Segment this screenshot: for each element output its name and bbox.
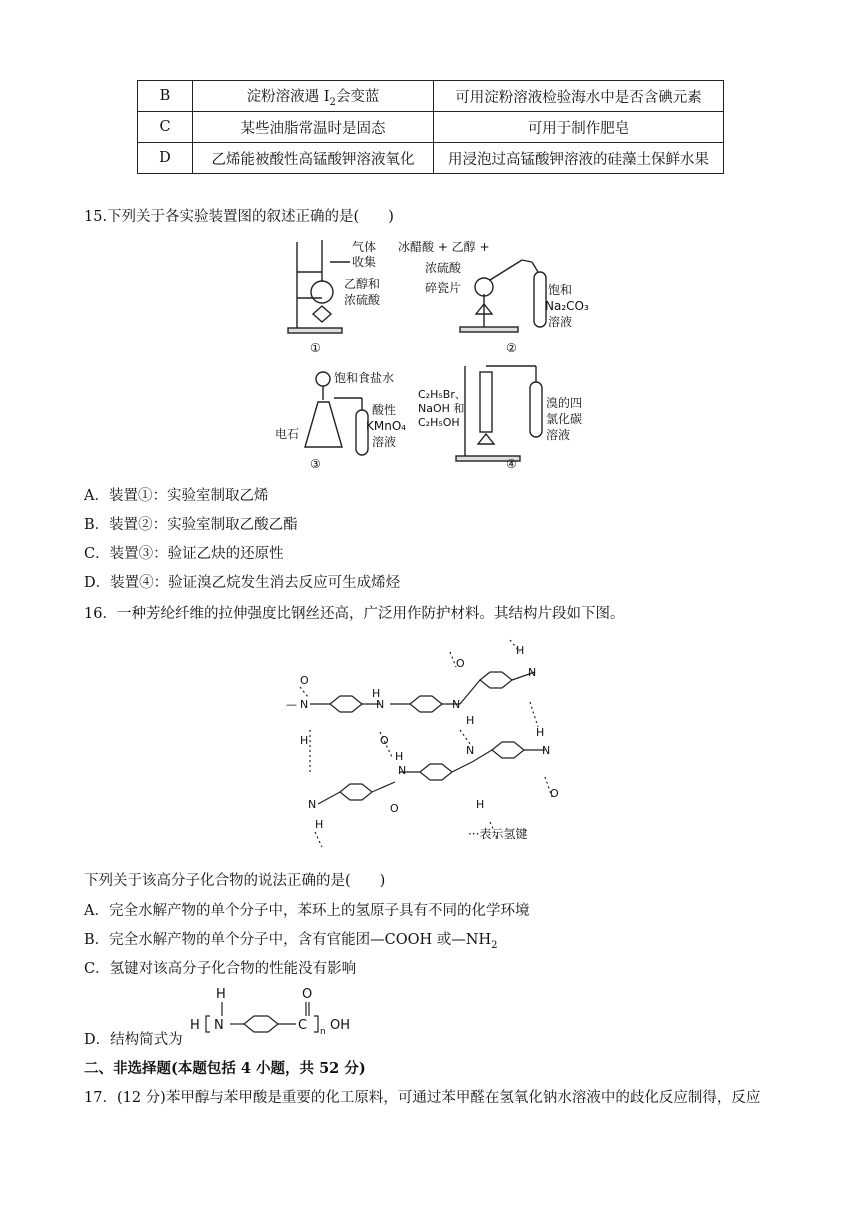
fig4-label2: NaOH 和 (418, 402, 465, 415)
table-row (138, 143, 724, 174)
q15-option-d: D．装置④：验证溴乙烷发生消去反应可生成烯烃 (84, 575, 401, 591)
formula-left-h: H (190, 1018, 200, 1033)
options-table (137, 80, 724, 174)
q16-option-c: C．氢键对该高分子化合物的性能没有影响 (84, 961, 357, 977)
q16-option-b: B．完全水解产物的单个分子中，含有官能团—COOH 或$—NH_2$ (84, 932, 498, 951)
fig2-label5: Na₂CO₃ (545, 299, 589, 313)
svg-text:H: H (300, 734, 309, 747)
formula-sub-n: n (320, 1027, 326, 1037)
q17-stem: 17．(12 分)苯甲醇与苯甲酸是重要的化工原料，可通过苯甲醛在氢氧化钠水溶液中的歧化反应制得，反应 (84, 1090, 761, 1106)
svg-text:O: O (390, 802, 399, 815)
fig1-number: ① (310, 341, 321, 355)
q15-option-c: C．装置③：验证乙炔的还原性 (84, 546, 284, 562)
svg-text:O: O (550, 787, 559, 800)
svg-text:N: N (308, 798, 317, 811)
svg-text:H: H (395, 750, 404, 763)
svg-text:H: H (516, 644, 525, 657)
q16-option-d: D．结构简式为 (84, 1032, 183, 1048)
q16-stem: 16．一种芳纶纤维的拉伸强度比钢丝还高，广泛用作防护材料。其结构片段如下图。 (84, 606, 625, 622)
formula-n: N (214, 1018, 224, 1033)
svg-text:H: H (536, 726, 545, 739)
fig1-label2: 收集 (352, 255, 377, 269)
svg-text:H: H (466, 714, 475, 727)
row-key: D (138, 143, 193, 174)
row-application: 可用于制作肥皂 (434, 112, 724, 143)
row-key: C (138, 112, 193, 143)
fig2-label3: 碎瓷片 (425, 281, 462, 295)
fig3-label1: 饱和食盐水 (334, 371, 395, 385)
fig4-label3: C₂H₅OH (418, 416, 460, 429)
fig4-number: ④ (506, 457, 517, 471)
fig3-label3: KMnO₄ (366, 419, 407, 433)
q15-apparatus-figure (270, 232, 610, 472)
svg-text:N: N (466, 744, 475, 757)
svg-text:N: N (398, 764, 407, 777)
svg-text:N: N (542, 744, 551, 757)
fig2-number: ② (506, 341, 517, 355)
fig2-label2: 浓硫酸 (425, 261, 462, 275)
row-key: B (138, 81, 193, 112)
q15-option-b: B．装置②：实验室制取乙酸乙酯 (84, 517, 298, 533)
svg-text:N: N (528, 666, 537, 679)
q16-question: 下列关于该高分子化合物的说法正确的是( ) (84, 873, 386, 889)
hydrogen-bond-legend: ···表示氢键 (468, 827, 528, 841)
section-heading: 二、非选择题(本题包括 4 小题，共 52 分) (84, 1060, 366, 1077)
structural-formula (186, 982, 366, 1042)
row-fact: 某些油脂常温时是固态 (193, 112, 434, 143)
fig1-label4: 浓硫酸 (344, 293, 381, 307)
fig2-label4: 饱和 (548, 283, 573, 297)
fig4-label4: 溴的四 (546, 396, 583, 410)
fig1-label1: 气体 (352, 240, 377, 254)
formula-c: C (298, 1018, 308, 1033)
formula-top-h: H (216, 987, 226, 1002)
fig3-label4: 溶液 (372, 435, 397, 449)
table-row (138, 112, 724, 143)
q15-stem: 15.下列关于各实验装置图的叙述正确的是( ) (84, 209, 394, 225)
aramid-structure-figure (280, 632, 580, 857)
formula-top-o: O (302, 987, 313, 1002)
svg-text:N: N (376, 698, 385, 711)
row-fact: 淀粉溶液遇 $I_2$会变蓝 (193, 81, 434, 112)
fig3-label5: 电石 (275, 427, 300, 441)
svg-text:O: O (300, 674, 309, 687)
q16-option-a: A．完全水解产物的单个分子中，苯环上的氢原子具有不同的化学环境 (84, 903, 530, 919)
fig4-label5: 氯化碳 (546, 412, 583, 426)
svg-text:—: — (286, 698, 297, 711)
row-fact: 乙烯能被酸性高锰酸钾溶液氧化 (193, 143, 434, 174)
svg-text:N: N (452, 698, 461, 711)
row-application: 可用淀粉溶液检验海水中是否含碘元素 (434, 81, 724, 112)
fig2-label6: 溶液 (548, 315, 573, 329)
table-row (138, 81, 724, 112)
svg-text:H: H (476, 798, 485, 811)
svg-text:H: H (372, 687, 381, 700)
formula-oh: OH (330, 1018, 351, 1033)
svg-text:H: H (315, 818, 324, 831)
fig3-label2: 酸性 (372, 403, 397, 417)
svg-text:O: O (380, 734, 389, 747)
fig4-label1: C₂H₅Br、 (418, 388, 466, 401)
fig1-label3: 乙醇和 (344, 277, 381, 291)
fig3-number: ③ (310, 457, 321, 471)
fig4-label6: 溶液 (546, 428, 571, 442)
q15-option-a: A．装置①：实验室制取乙烯 (84, 488, 269, 504)
fig2-label1: 冰醋酸 + 乙醇 + (398, 240, 490, 254)
svg-text:N: N (300, 698, 309, 711)
svg-text:O: O (456, 657, 465, 670)
row-application: 用浸泡过高锰酸钾溶液的硅藻土保鲜水果 (434, 143, 724, 174)
